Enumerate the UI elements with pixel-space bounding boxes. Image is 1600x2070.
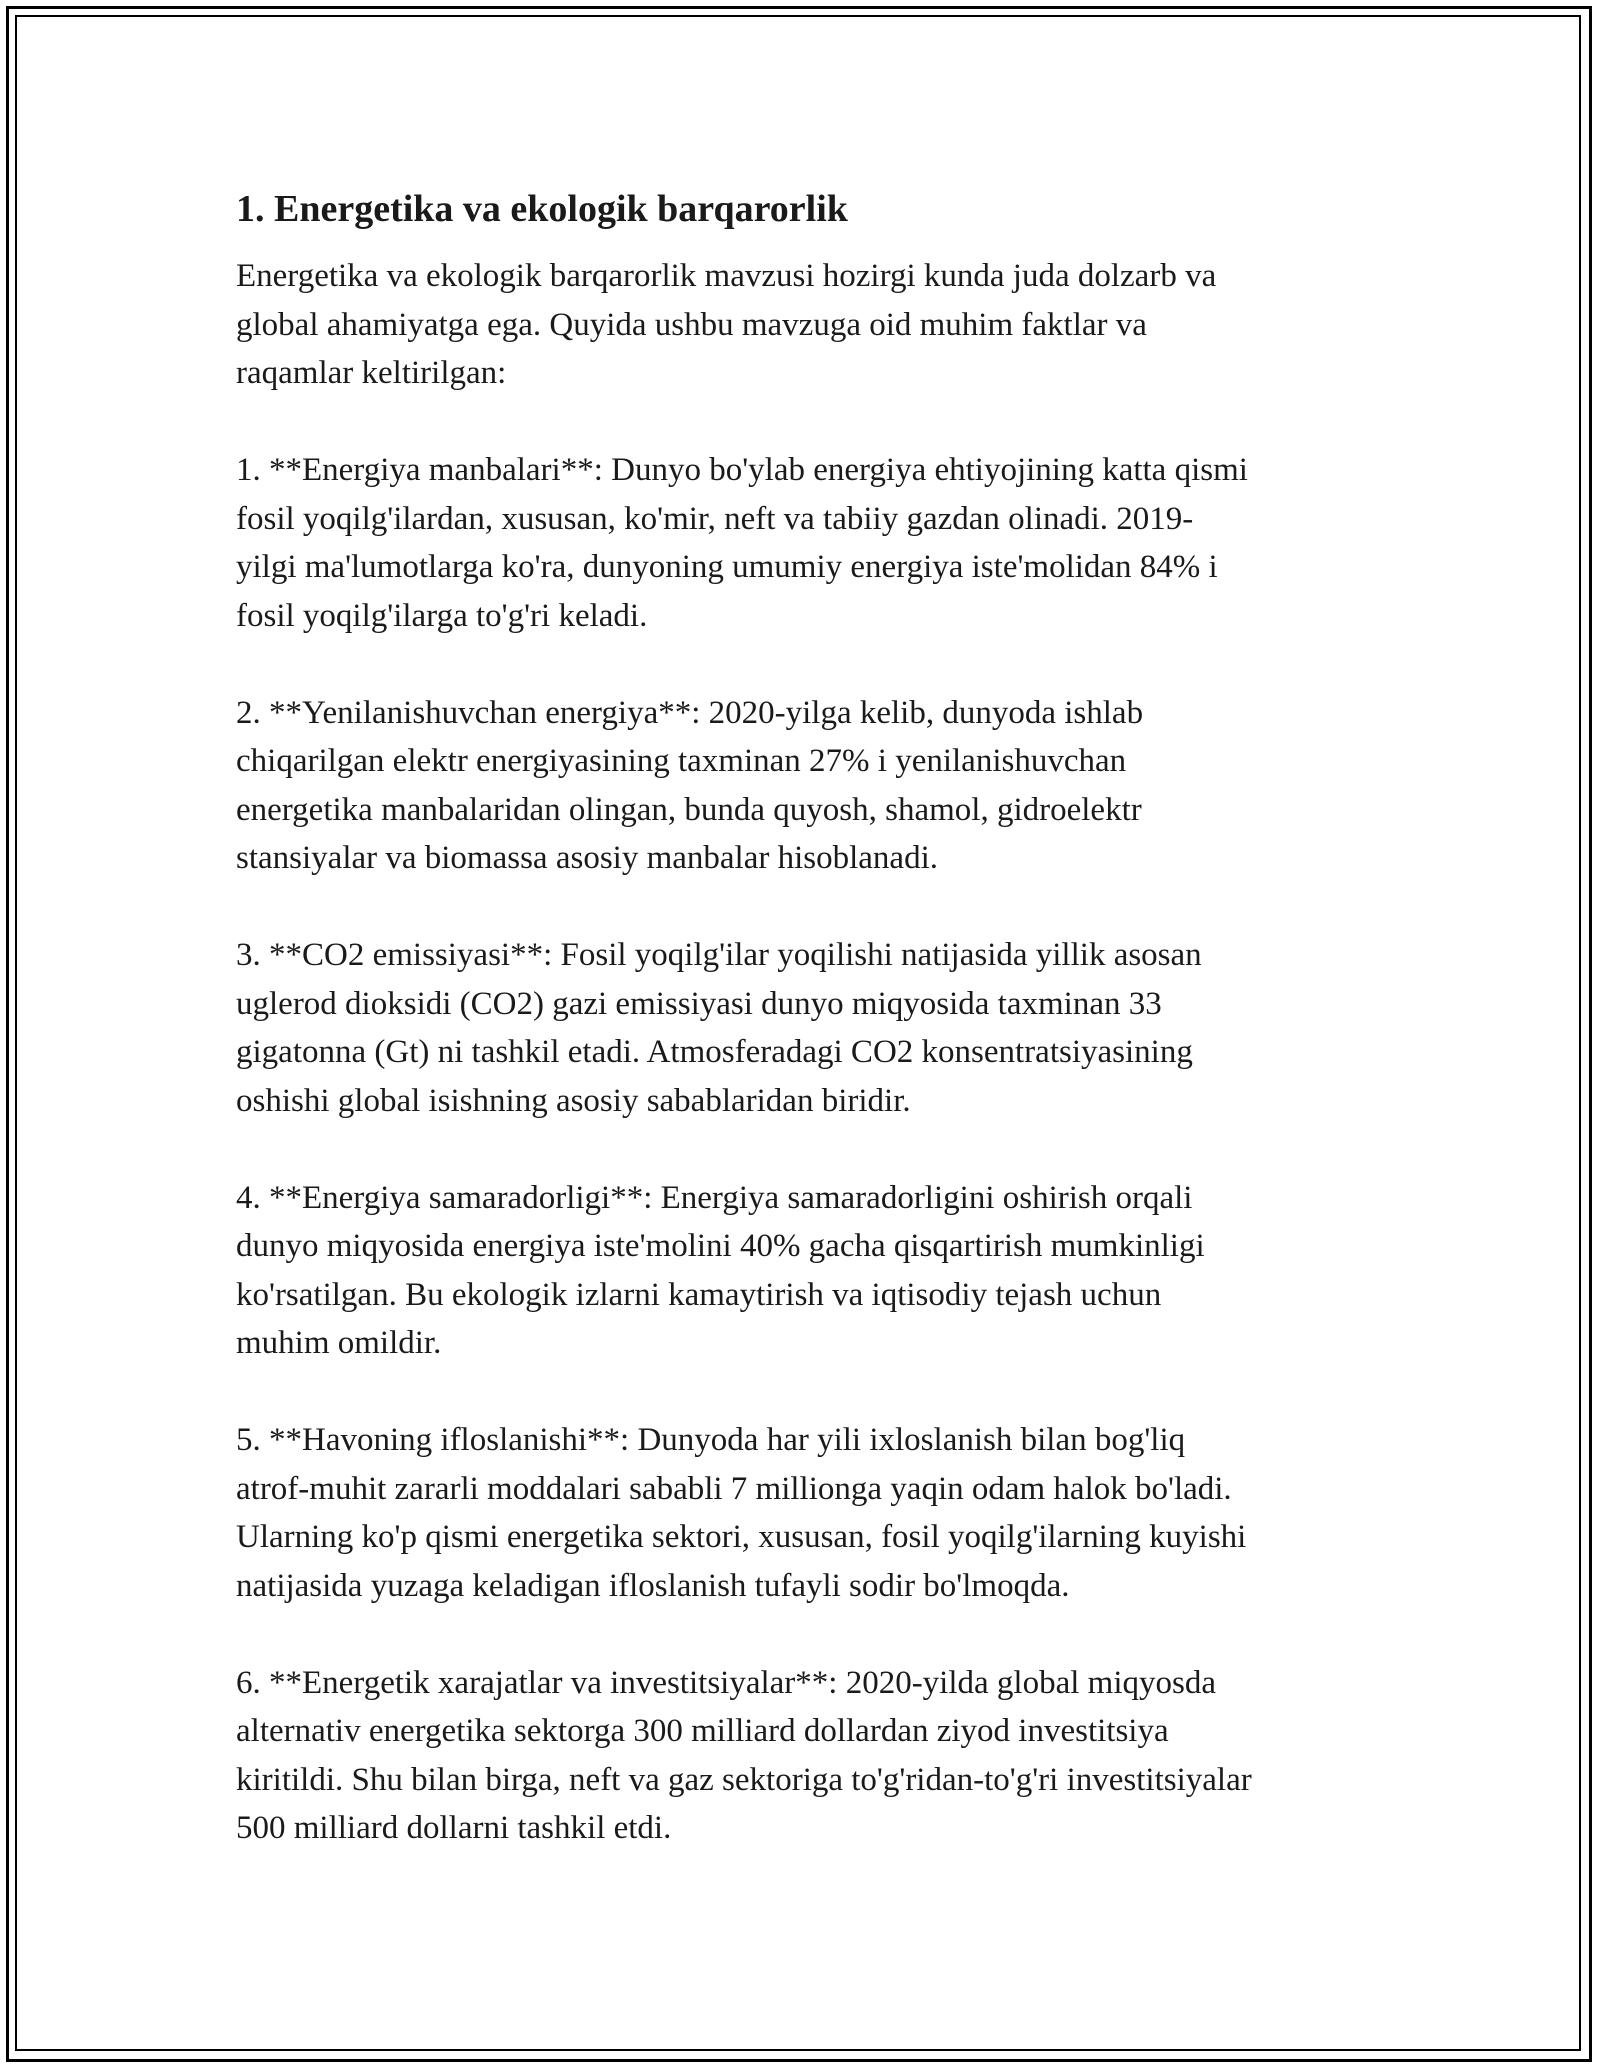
paragraph-line: gigatonna (Gt) ni tashkil etadi. Atmosferadagi CO2 konsentratsiyasining	[236, 1034, 1193, 1070]
paragraph-line: global ahamiyatga ega. Quyida ushbu mavzuga oid muhim faktlar va	[236, 306, 1147, 343]
paragraph-line: 2. **Yenilanishuvchan energiya**: 2020-yilga kelib, dunyoda ishlab	[236, 694, 1144, 731]
document-body	[236, 186, 1376, 1901]
item-energy-sources	[236, 446, 1376, 640]
paragraph-line: stansiyalar va biomassa asosiy manbalar hisoblanadi.	[236, 840, 938, 876]
paragraph-line: yilgi ma'lumotlarga ko'ra, dunyoning umumiy energiya iste'molidan 84% i	[236, 549, 1218, 585]
paragraph-line: 5. **Havoning ifloslanishi**: Dunyoda har yili ixloslanish bilan bog'liq	[236, 1422, 1186, 1458]
paragraph-line: Ularning ko'p qismi energetika sektori, xususan, fosil yoqilg'ilarning kuyishi	[236, 1519, 1247, 1555]
paragraph-line: raqamlar keltirilgan:	[236, 355, 507, 391]
paragraph-line: 1. **Energiya manbalari**: Dunyo bo'ylab energiya ehtiyojining katta qismi	[236, 452, 1248, 488]
intro-paragraph	[236, 252, 1376, 398]
paragraph-line: natijasida yuzaga keladigan ifloslanish tufayli sodir bo'lmoqda.	[236, 1567, 1070, 1604]
paragraph-line: ko'rsatilgan. Bu ekologik izlarni kamaytirish va iqtisodiy tejash uchun	[236, 1276, 1162, 1313]
paragraph-line: energetika manbalaridan olingan, bunda quyosh, shamol, gidroelektr	[236, 791, 1142, 828]
item-air-pollution	[236, 1416, 1376, 1610]
item-energy-investments	[236, 1659, 1376, 1853]
paragraph-line: alternativ energetika sektorga 300 milliard dollardan ziyod investitsiya	[236, 1713, 1169, 1749]
item-renewable-energy	[236, 689, 1376, 883]
item-co2-emissions	[236, 931, 1376, 1125]
paragraph-line: 500 milliard dollarni tashkil etdi.	[236, 1810, 672, 1846]
paragraph-line: fosil yoqilg'ilardan, xususan, ko'mir, neft va tabiiy gazdan olinadi. 2019-	[236, 500, 1194, 537]
item-energy-efficiency	[236, 1174, 1376, 1368]
paragraph-line: muhim omildir.	[236, 1325, 442, 1361]
paragraph-line: fosil yoqilg'ilarga to'g'ri keladi.	[236, 597, 648, 634]
paragraph-line: atrof-muhit zararli moddalari sababli 7 millionga yaqin odam halok bo'ladi.	[236, 1470, 1232, 1507]
paragraph-line: dunyo miqyosida energiya iste'molini 40% gacha qisqartirish mumkinligi	[236, 1228, 1205, 1264]
paragraph-line: chiqarilgan elektr energiyasining taxminan 27% i yenilanishuvchan	[236, 743, 1127, 779]
paragraph-line: 6. **Energetik xarajatlar va investitsiyalar**: 2020-yilda global miqyosda	[236, 1664, 1216, 1701]
paragraph-line: kiritildi. Shu bilan birga, neft va gaz sektoriga to'g'ridan-to'g'ri investitsiyalar	[236, 1761, 1252, 1798]
paragraph-list	[236, 252, 1376, 1853]
paragraph-line: oshishi global isishning asosiy sabablaridan biridir.	[236, 1082, 911, 1119]
paragraph-line: Energetika va ekologik barqarorlik mavzusi hozirgi kunda juda dolzarb va	[236, 258, 1217, 294]
page-title: 1. Energetika va ekologik barqarorlik	[236, 188, 848, 230]
paragraph-line: 4. **Energiya samaradorligi**: Energiya samaradorligini oshirish orqali	[236, 1179, 1193, 1216]
paragraph-line: uglerod dioksidi (CO2) gazi emissiyasi dunyo miqyosida taxminan 33	[236, 985, 1162, 1022]
paragraph-line: 3. **CO2 emissiyasi**: Fosil yoqilg'ilar yoqilishi natijasida yillik asosan	[236, 937, 1202, 973]
